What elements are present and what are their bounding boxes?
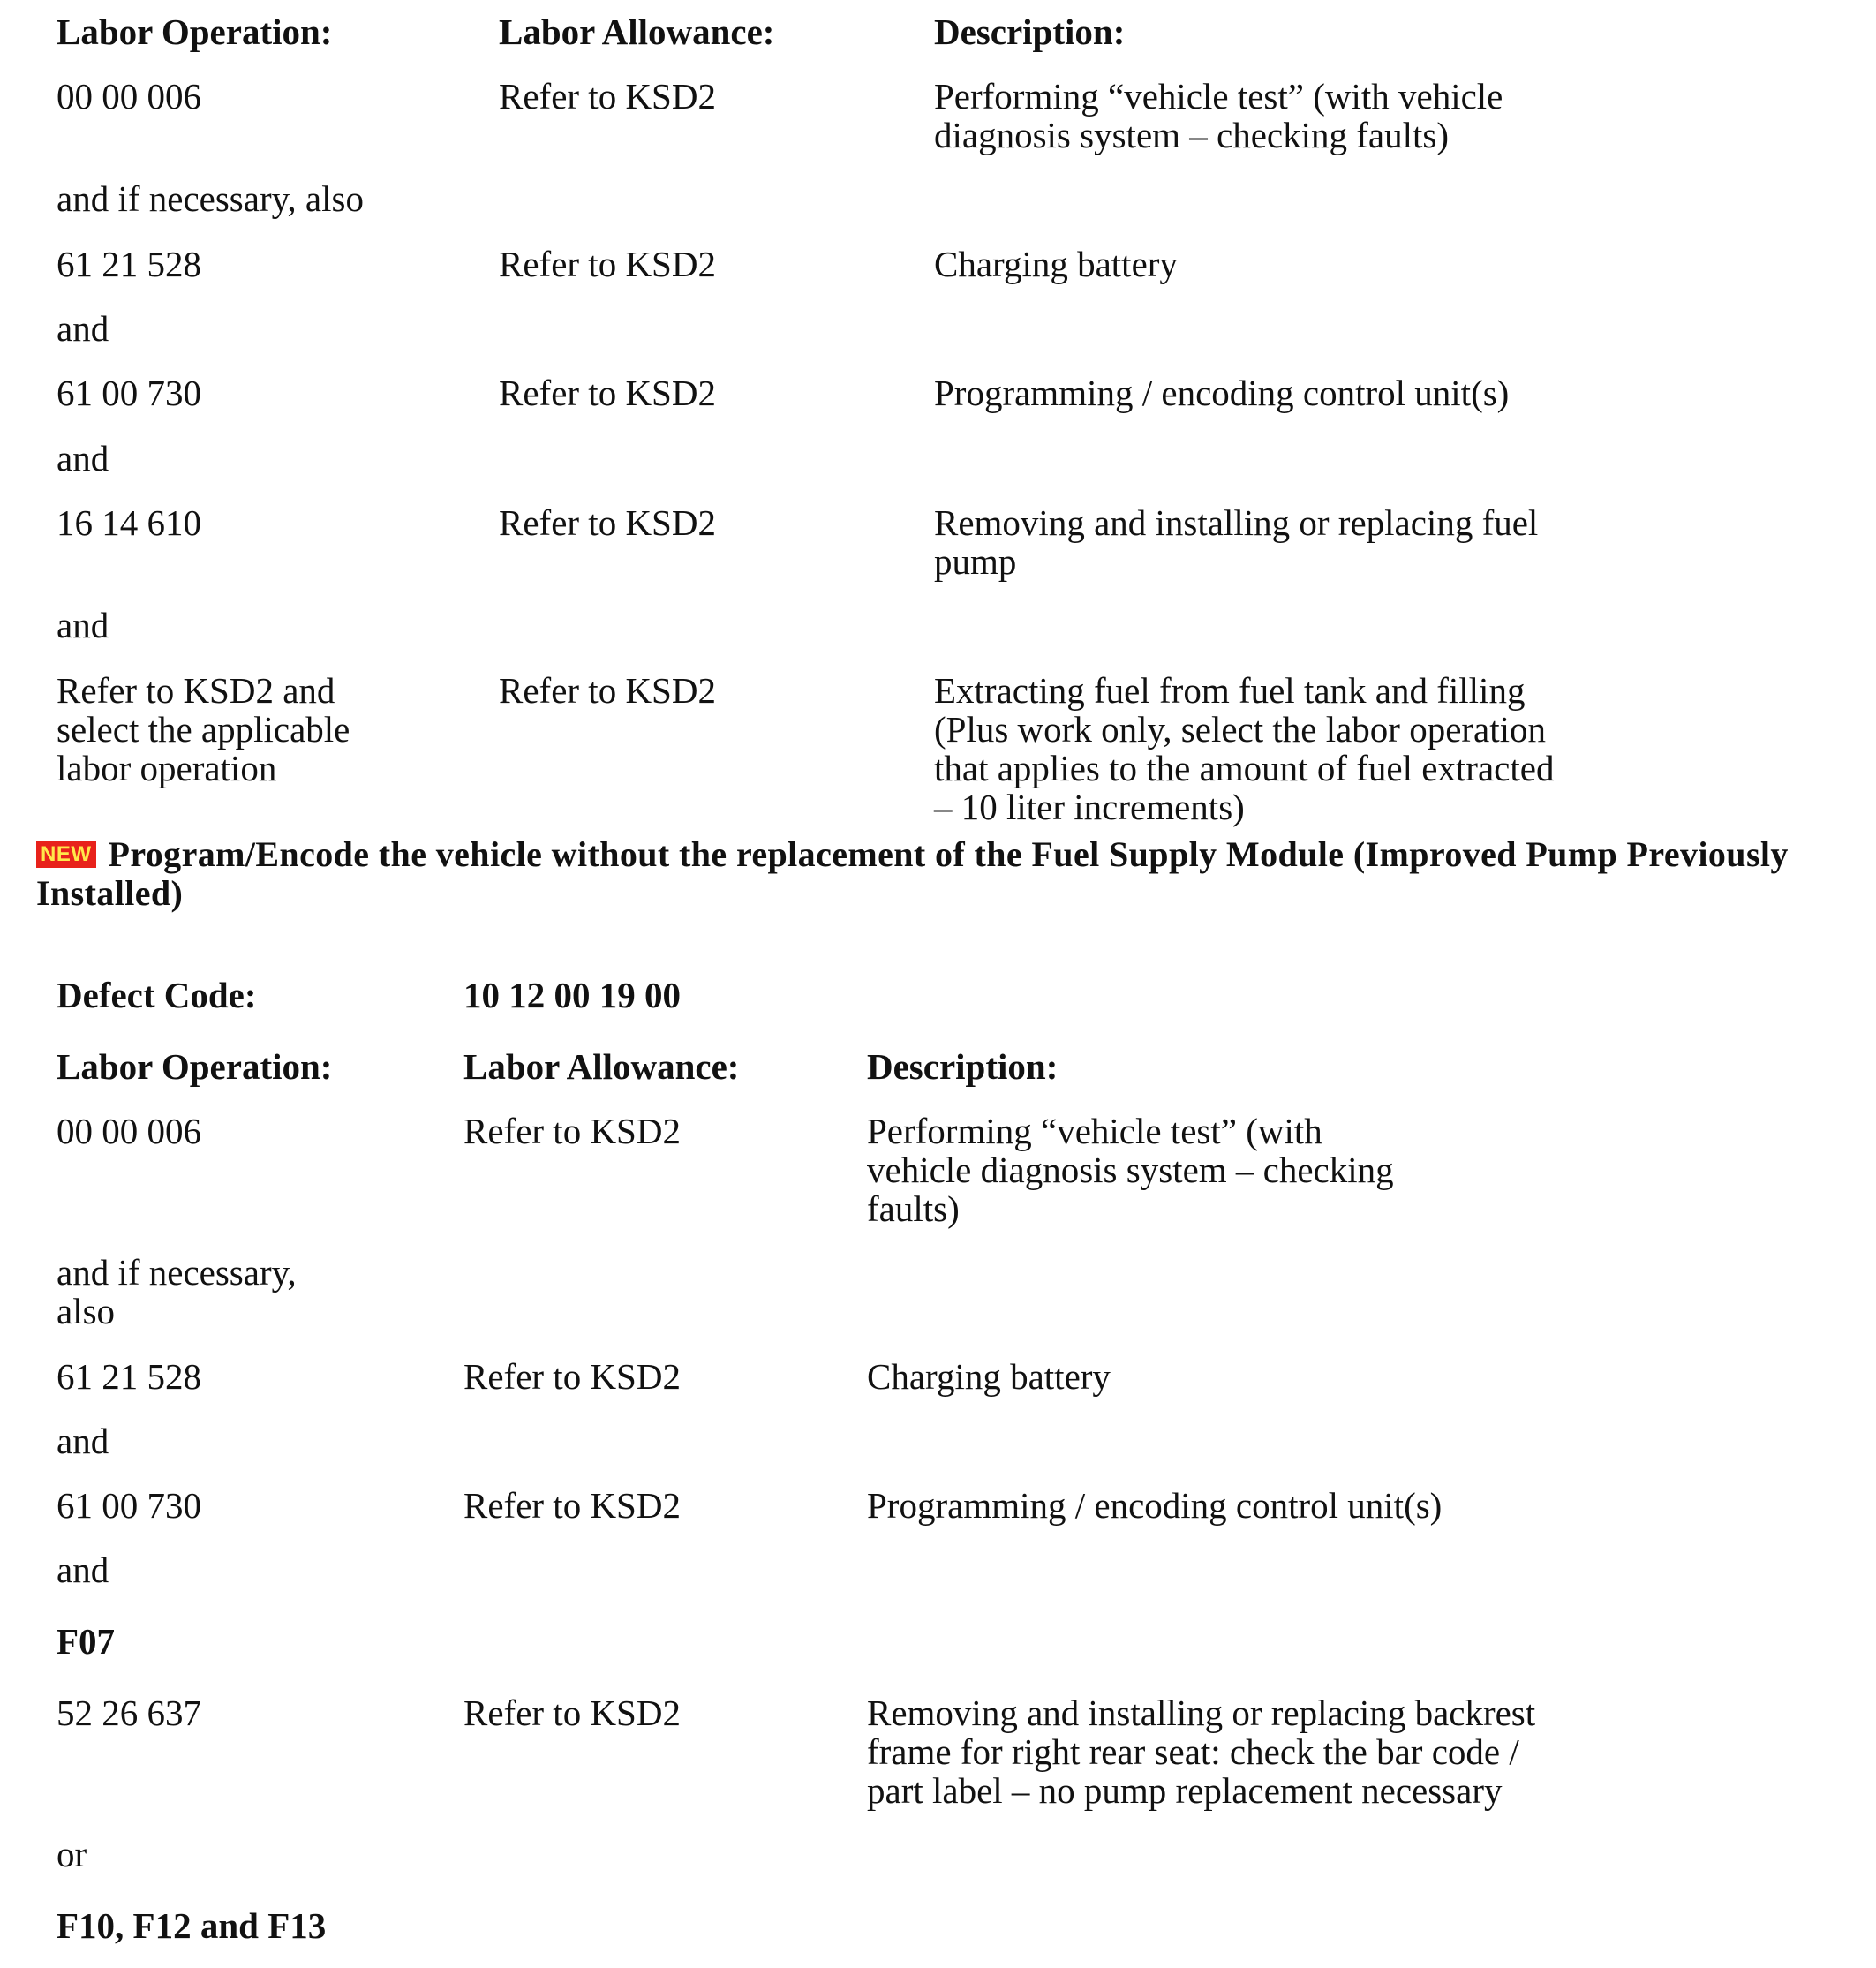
s1-labor-allowance: Refer to KSD2 xyxy=(499,670,716,711)
s1-description: Performing “vehicle test” (with vehicle diagnosis system – checking faults) xyxy=(934,76,1503,155)
s1-connector-text: and xyxy=(57,438,109,479)
defect-code-value: 10 12 00 19 00 xyxy=(463,975,681,1015)
s2-connector-text: and if necessary, also xyxy=(57,1252,297,1331)
s1-labor-op: 16 14 610 xyxy=(57,502,201,543)
s2-labor-op: 61 00 730 xyxy=(57,1485,201,1526)
s1-connector-text: and xyxy=(57,308,109,349)
s1-description: Removing and installing or replacing fuel pump xyxy=(934,502,1539,582)
s1-labor-allowance: Refer to KSD2 xyxy=(499,244,716,284)
s1-description: Extracting fuel from fuel tank and filling (Plus work only, select the labor operation that applies to the amount of fuel extracted – 10 liter increments) xyxy=(934,670,1555,827)
s1-labor-op: Refer to KSD2 and select the applicable labor operation xyxy=(57,670,350,788)
s2-connector-text: and xyxy=(57,1421,109,1461)
s2-labor-op: 52 26 637 xyxy=(57,1693,201,1733)
s2-labor-allowance: Refer to KSD2 xyxy=(463,1356,681,1397)
s2-labor-op: 00 00 006 xyxy=(57,1111,201,1151)
s2-connector-text: or xyxy=(57,1834,87,1874)
s2-model-code: F07 xyxy=(57,1621,116,1662)
s1-labor-op: 61 21 528 xyxy=(57,244,201,284)
s2-header-labor-operation: Labor Operation: xyxy=(57,1046,333,1087)
s1-labor-allowance: Refer to KSD2 xyxy=(499,76,716,117)
s1-labor-op: 00 00 006 xyxy=(57,76,201,117)
s2-labor-allowance: Refer to KSD2 xyxy=(463,1485,681,1526)
s1-labor-allowance: Refer to KSD2 xyxy=(499,502,716,543)
s1-labor-allowance: Refer to KSD2 xyxy=(499,373,716,413)
s2-model-code: F10, F12 and F13 xyxy=(57,1905,327,1946)
s2-description: Charging battery xyxy=(867,1356,1111,1397)
s1-header-labor-allowance: Labor Allowance: xyxy=(499,11,775,52)
defect-code-label: Defect Code: xyxy=(57,975,257,1015)
s2-header-labor-allowance: Labor Allowance: xyxy=(463,1046,740,1087)
s2-labor-allowance: Refer to KSD2 xyxy=(463,1693,681,1733)
s1-description: Charging battery xyxy=(934,244,1178,284)
s2-labor-op: 61 21 528 xyxy=(57,1356,201,1397)
s2-connector-text: and xyxy=(57,1550,109,1590)
s1-connector-text: and xyxy=(57,605,109,645)
s1-description: Programming / encoding control unit(s) xyxy=(934,373,1510,413)
s1-connector-text: and if necessary, also xyxy=(57,178,364,219)
s2-description: Removing and installing or replacing backrest frame for right rear seat: check the bar code / part label – no pump replacement necessary xyxy=(867,1693,1536,1811)
s2-header-description: Description: xyxy=(867,1046,1059,1087)
s2-labor-allowance: Refer to KSD2 xyxy=(463,1111,681,1151)
section-heading-text: Program/Encode the vehicle without the replacement of the Fuel Supply Module (Improved Pump Previously Installed) xyxy=(36,834,1789,913)
section-heading xyxy=(36,835,1855,913)
s1-header-description: Description: xyxy=(934,11,1126,52)
s2-description: Programming / encoding control unit(s) xyxy=(867,1485,1443,1526)
s2-description: Performing “vehicle test” (with vehicle diagnosis system – checking faults) xyxy=(867,1111,1394,1229)
new-badge: NEW xyxy=(36,841,96,868)
s1-labor-op: 61 00 730 xyxy=(57,373,201,413)
s1-header-labor-operation: Labor Operation: xyxy=(57,11,333,52)
